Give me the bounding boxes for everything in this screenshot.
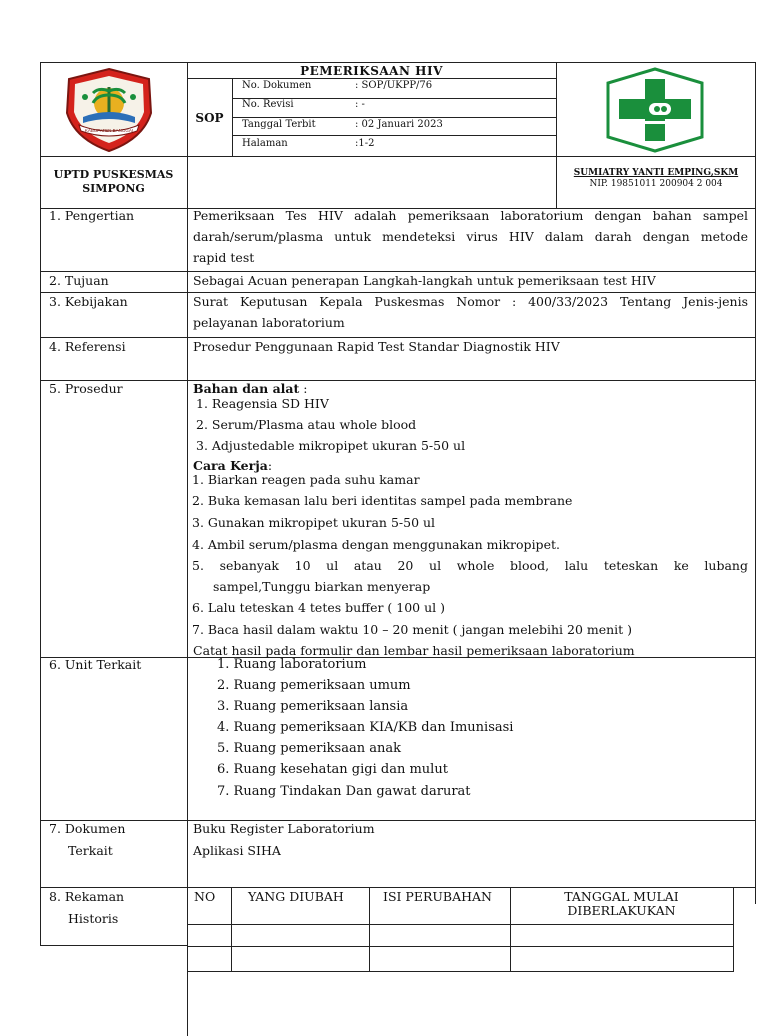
regency-crest-logo	[63, 67, 155, 153]
bahan-heading-colon: :	[299, 381, 308, 396]
history-header-isi-perubahan: ISI PERUBAHAN	[383, 889, 492, 904]
meta-label-no-revisi: No. Revisi	[242, 99, 294, 110]
row-line-tujuan	[40, 271, 756, 272]
section-label-unit-terkait: 6. Unit Terkait	[49, 657, 142, 672]
step-3: 3. Gunakan mikropipet ukuran 5-50 ul	[192, 515, 436, 530]
step-1: 1. Biarkan reagen pada suhu kamar	[192, 472, 420, 487]
unit-item-7: 7. Ruang Tindakan Dan gawat darurat	[217, 784, 471, 799]
regency-crest-caption: KABUPATEN BANGGAI	[84, 128, 134, 133]
section-label-dokumen-line2: Terkait	[68, 843, 113, 858]
meta-label-halaman: Halaman	[242, 138, 288, 149]
step-6: 6. Lalu teteskan 4 tetes buffer ( 100 ul )	[192, 600, 445, 615]
meta-value-no-revisi: : -	[355, 99, 365, 110]
row-line-dokumen	[40, 820, 756, 821]
history-col-4	[733, 887, 734, 971]
history-header-tanggal-mulai: TANGGAL MULAI	[564, 889, 679, 904]
unit-item-1: 1. Ruang laboratorium	[217, 657, 367, 672]
header-row-line	[40, 156, 756, 157]
kebijakan-line-1: Surat Keputusan Kepala Puskesmas Nomor : 400/33/2023 Tentang Jenis-jenis	[193, 294, 748, 309]
section-label-referensi: 4. Referensi	[49, 339, 126, 354]
referensi-text: Prosedur Penggunaan Rapid Test Standar Diagnostik HIV	[193, 339, 560, 354]
bahan-item-2: 2. Serum/Plasma atau whole blood	[196, 417, 417, 432]
unit-item-6: 6. Ruang kesehatan gigi dan mulut	[217, 762, 448, 777]
sop-label: SOP	[195, 111, 224, 125]
pengertian-line-3: rapid test	[193, 250, 255, 265]
history-header-no: NO	[194, 889, 216, 904]
dokumen-item-2: Aplikasi SIHA	[193, 843, 281, 858]
dokumen-item-1: Buku Register Laboratorium	[193, 821, 375, 836]
document-title: PEMERIKSAAN HIV	[300, 64, 443, 78]
row-line-kebijakan	[40, 292, 756, 293]
kebijakan-line-2: pelayanan laboratorium	[193, 315, 345, 330]
signer-nip: NIP. 19851011 200904 2 004	[589, 179, 723, 189]
history-col-1	[231, 887, 232, 971]
health-cross-logo	[605, 67, 705, 153]
history-header-yang-diubah: YANG DIUBAH	[248, 889, 344, 904]
section-label-tujuan: 2. Tujuan	[49, 273, 109, 288]
meta-line-3	[232, 135, 556, 136]
row-line-rekaman	[40, 887, 756, 888]
cara-kerja-heading-colon: :	[267, 458, 273, 473]
meta-value-no-dokumen: : SOP/UKPP/76	[355, 80, 433, 91]
meta-value-halaman: :1-2	[355, 138, 375, 149]
history-table-line-4	[187, 971, 734, 972]
bahan-item-3: 3. Adjustedable mikropipet ukuran 5-50 ul	[196, 438, 466, 453]
bahan-item-1: 1. Reagensia SD HIV	[196, 396, 329, 411]
unit-item-2: 2. Ruang pemeriksaan umum	[217, 678, 411, 693]
row-line-prosedur	[40, 380, 756, 381]
step-2: 2. Buka kemasan lalu beri identitas sampel pada membrane	[192, 493, 573, 508]
step-5-continued: sampel,Tunggu biarkan menyerap	[213, 579, 431, 594]
pengertian-line-1: Pemeriksaan Tes HIV adalah pemeriksaan laboratorium dengan bahan sampel	[193, 208, 748, 223]
step-7: 7. Baca hasil dalam waktu 10 – 20 menit ( jangan melebihi 20 menit )	[192, 622, 633, 637]
history-col-2	[369, 887, 370, 971]
section-label-kebijakan: 3. Kebijakan	[49, 294, 128, 309]
unit-item-3: 3. Ruang pemeriksaan lansia	[217, 699, 409, 714]
unit-item-4: 4. Ruang pemeriksaan KIA/KB dan Imunisasi	[217, 720, 514, 735]
pengertian-line-2: darah/serum/plasma untuk mendeteksi virus HIV dalam darah dengan metode	[193, 229, 748, 244]
section-label-dokumen-line1: 7. Dokumen	[49, 821, 126, 836]
meta-value-tanggal-terbit: : 02 Januari 2023	[355, 119, 443, 130]
signer-name: SUMIATRY YANTI EMPING,SKM	[573, 168, 739, 178]
step-5: 5. sebanyak 10 ul atau 20 ul whole blood, lalu teteskan ke lubang	[192, 558, 748, 573]
unit-item-5: 5. Ruang pemeriksaan anak	[217, 741, 401, 756]
organization-name-line1: UPTD PUSKESMAS	[53, 168, 174, 181]
row-line-referensi	[40, 337, 756, 338]
bahan-heading-text: Bahan dan alat	[193, 381, 300, 396]
section-label-rekaman-line2: Historis	[68, 911, 119, 926]
history-table-line-2	[40, 945, 187, 946]
section-label-prosedur: 5. Prosedur	[49, 381, 123, 396]
bahan-heading	[193, 381, 307, 397]
section-label-pengertian: 1. Pengertian	[49, 208, 135, 223]
history-header-diberlakukan: DIBERLAKUKAN	[567, 903, 676, 918]
meta-label-tanggal-terbit: Tanggal Terbit	[242, 119, 316, 130]
step-4: 4. Ambil serum/plasma dengan menggunakan mikropipet.	[192, 537, 560, 552]
history-table-line-3	[187, 946, 734, 947]
section-label-rekaman-line1: 8. Rekaman	[49, 889, 125, 904]
meta-line-2	[232, 117, 556, 118]
tujuan-text: Sebagai Acuan penerapan Langkah-langkah untuk pemeriksaan test HIV	[193, 273, 656, 288]
cara-kerja-heading-text: Cara Kerja	[193, 458, 268, 473]
history-table-line-1	[187, 924, 734, 925]
organization-name-line2: SIMPONG	[82, 182, 145, 195]
prosedur-closing: Catat hasil pada formulir dan lembar hasil pemeriksaan laboratorium	[193, 643, 635, 658]
meta-label-no-dokumen: No. Dokumen	[242, 80, 312, 91]
